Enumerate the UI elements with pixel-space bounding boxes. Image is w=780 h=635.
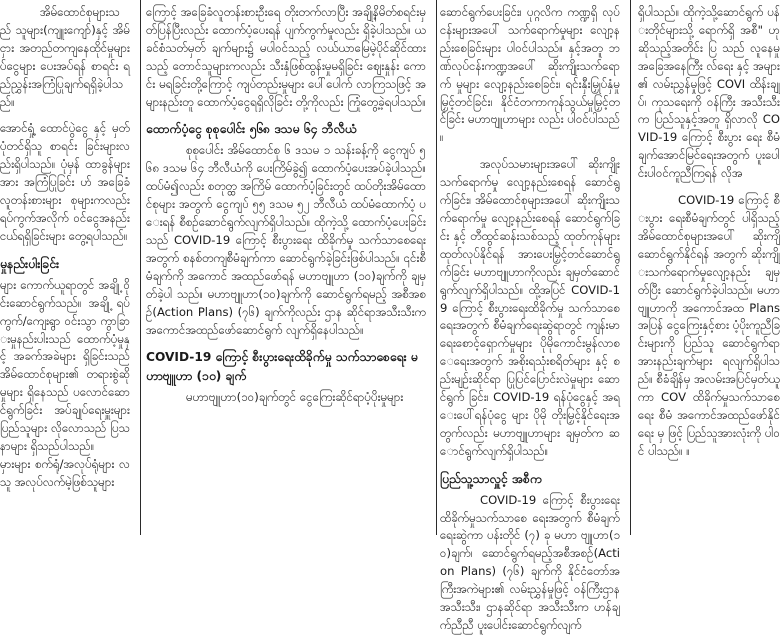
paragraph: COVID-19 ကြောင့် စီးပွား ရေးစီမံချက်တွင် ပါရှိသည့် အိမ်ထောင်စုများအပေါ် ဆိုးကျိ ဆောင်ရွက်နိုင်ရန် အတွက် ဆိုးကျိုးသက်ရောက်မှုလျော့နည်း ချမှတ်ပြီး ဆောင်ရွက်ခဲ့ပါသည်။ မဟာဗျူဟာကို အကောင်အထ Plans အပြန် ငွေကြေးနှင့်စား ပံ့ပိုးကူညီခြင်းများကို ပြည်သူ ဆောင်ရွက်ရာ အားနည်းချက်များ ရလျက်ရှိပါသည်။ စီခံချိန်မှ အလမ်းအပြင်မှတ်ယူကာ COV ထိခိုက်မှုသက်သာစေရေး စီမံ အကောင်အထည်ဖော်နိုင်ရေး မှ ဖြင့် ပြည်သူအားလုံးကို ပါဝင် ပါသည်။ ။ (638, 193, 780, 458)
column-rule (436, 0, 437, 535)
paragraph: မှားများ စက်ရုံ/အလုပ်ရုံများ လသူ အလုပ်လက်မဲ့ဖြစ်သူများ (0, 456, 130, 489)
section-heading: ထောက်ပံ့ငွေ စုစုပေါင်း ၅၆၈ ဒသမ ၆၄ ဘီလီယံ (146, 122, 357, 137)
paragraph: COVID-19 ကြောင့် စီးပွားရေးထိခိုက်မှုသက်သာစေ ရေးအတွက် စီမံချက်ရေးဆွဲကာ ပန်းတိုင် (၇) ခု မဟာ ဗျူဟာ(၁၀)ချက်၊ ဆောင်ရွက်ရမည့်အစီအစဉ်(Action Plans) (၇၆) ချက်ကို နိုင်ငံတော်အကြီးအကဲများ၏ လမ်းညွှန်မှုဖြင့် ဝန်ကြီးဌာနအသီးသီး၊ ဌာနဆိုင်ရာ အသီးသီးက ဟန်ချက်ညီညီ ပူးပေါင်းဆောင်ရွက်လျက် (440, 492, 620, 632)
paragraph: မဟာဗျူဟာ(၁၀)ချက်တွင် ငွေကြေးဆိုင်ရာပံ့ပိုးမှုများ (186, 390, 404, 405)
article-column-2 (146, 0, 432, 535)
paragraph: စုစုပေါင်း အိမ်ထောင်စု ၆ ဒသမ ၁ သန်းခန့်ကို ငွေကျပ် ၅၆၈ ဒသမ ၆၄ ဘီလီယံကို ပေးကြိမ်ခွဲ၍ ထောက်ပံ့ပေးအပ်ခဲ့ပါသည်။ ထပ်မံ၍လည်း စတုတ္ထ အကြိမ် ထောက်ပံ့ခြင်းတွင် ထပ်တိုးအိမ်ထောင်စုများ အတွက် ငွေကျပ် ၅၅ ဒသမ ၅၂ ဘီလီယံ ထပ်မံထောက်ပံ့ ပေးရန် စီစဉ်ဆောင်ရွက်လျက်ရှိပါသည်။ ထိုကဲ့သို့ ထောက်ပံ့ပေးခြင်းသည် COVID-19 ကြောင့် စီးပွားရေး ထိခိုက်မှု သက်သာစေရေးအတွက် စနစ်တကျစီမံချက်ကာ ဆောင်ရွက်ခဲ့ခြင်းဖြစ်ပါသည်။ ၎င်းစီမံချက်ကို အကောင် အထည်ဖော်ရန် မဟာဗျူဟာ (၁၀)ချက်ကို ချမှတ်ခဲ့ပါ သည်။ မဟာဗျူဟာ(၁၀)ချက်ကို ဆောင်ရွက်ရမည့် အစီအစဉ်(Action Plans) (၇၆) ချက်ကိုလည်း ဌာန ဆိုင်ရာအသီးသီးက အကောင်အထည်ဖော်ဆောင်ရွက် လျက်ရှိနေပါသည်။ (146, 143, 426, 337)
section-heading: မှုနည်းပါးခြင်း (0, 256, 60, 271)
article-column-3 (440, 0, 624, 632)
column-rule (140, 0, 141, 535)
article-column-4 (638, 0, 780, 535)
paragraph: အလုပ်သမားများအပေါ် ဆိုးကျိုးသက်ရောက်မှု လျော့နည်းစေရန် ဆောင်ရွက်ခြင်း၊ အိမ်ထောင်စုများအပေါ် ဆိုးကျိုးသက်ရောက်မှု လျော့နည်းစေရန် ဆောင်ရွက်ခြင်း နှင့် တီထွင်ဆန်းသစ်သည့် ထုတ်ကုန်များ ထုတ်လုပ်နိုင်ရန် အားပေးမြှင့်တင်ဆောင်ရွက်ခြင်း မဟာဗျူဟာကိုလည်း ချမှတ်ဆောင်ရွက်လျက်ရှိပါသည်။ ထို့အပြင် COVID-19 ကြောင့် စီးပွားရေးထိခိုက်မှု သက်သာစေရေးအတွက် စီမံချက်ရေးဆွဲရာတွင် ကျန်းမာရေးစောင့်ရှောက်မှုများ ပိုမိုကောင်းမွန်လာစေရေးအတွက် အစိုးရသုံးစရိတ်များ နှင့် စည်းမျဉ်းဆိုင်ရာ ပြုပြင်ပြောင်းလဲမှုများ ဆောင်ရွက် ခြင်း၊ COVID-19 ရန်ပုံငွေနှင့် အရေးပေါ်ရန်ပုံငွေ များ ပိုမို တိုးမြှင့်နိုင်ရေးအတွက်လည်း မဟာဗျူဟာများ ချမှတ်က ဆောင်ရွက်လျက်ရှိပါသည်။ (440, 157, 620, 458)
article-column-1 (0, 0, 132, 535)
paragraph: အောင်ရှုံ့ ထောင်ပွဲငွေ နှင့် မှတ်ပုံတင်ရှိသူ စာရင်း ခြင်းများလည်းရှိပါသည်။ ပုံမှန် ထာခွန်များအား အကြံပြုခြင်း ဟ် အခြေခံလူတန်းစားများ စုများကလည်း ရပ်ကွက်အလိုက် ဝင်ငွေအနည်းငယ်ရရှိခြင်းများ တွေ့ရပါသည်။ (0, 121, 130, 243)
paragraph: များ ကောက်ယူရာတွင် အချို့ ဝိုင်းဆောင်ရွက်သည်။ အချို့ ရပ်ကွက်/ကျေးရွာ ဝင်းသွာ ကွာခြားမှုနည်းပါးသည် ထောက်ပံ့မှုနှင့် အခက်အခဲများ ရှိခြင်းသည် အိမ်ထောင်စုများ၏ တရားစွဲဆိုမှုများ ရှိနေသည် ပလောင်ဆောင်ရွက်ခြင်း အပ်ချုပ်ရေးမှူးများ ပြည်သူများ လိုလောသည် ပြသနာများ ရှိသည်ပါသည်။ (0, 277, 130, 453)
paragraph: ဆောင်ရွက်ပေးခြင်း၊ ပုဂ္ဂလိက ကဏ္ဍရှိ လုပ်ငန်းများအပေါ် သက်ရောက်မှုများ လျော့နည်းစေခြင်းများ ပါဝင်ပါသည်။ နှင့်အတူ ဘဏ်လုပ်ငန်းကဏ္ဍအပေါ် ဆိုးကျိုးသက်ရောက် မှုများ လျော့နည်းစေခြင်း၊ ရင်းနှီးမြှုပ်နှံမှု မြှင့်တင်ခြင်း၊ နိုင်ငံတကာကုန်သွယ်မှုမြှင့်တင်ခြင်း မဟာဗျူဟာများ လည်း ပါဝင်ပါသည်။ (440, 5, 620, 145)
column-rule (630, 0, 631, 535)
section-heading: ပြည်သူ့သာလှူင့် အစီက (440, 471, 542, 486)
paragraph: ကြောင့် အခြေခံလူတန်းစားဦးရေ တိုးတက်လာပြီး အချို့နိမိတ်စရင်းမှတ်ပြန်ပြီးလည်း ထောက်ပံ့ပေးရန် ပျက်ကွက်မှုလည်း ရှိခဲ့ပါသည်။ ယခင်စံသတ်မှတ် ချက်များ၌ မပါဝင်သည့် လယ်ယာမြေမဲ့ပိုင်ဆိုင်ထားသည့် တောင်သူများကလည်း သီးနှံဖြစ်ထွန်းမှုမရှိခြင်း ဈေးနှုန်း ကောင်း မရခြင်းတို့ကြောင့် ကျပ်တည်းမှုများ ပေါ်ပေါက် လာကြသဖြင့် အများနည်းတူ ထောက်ပံ့ငွေရရှိလိုခြင်း တို့ကိုလည်း ကြုံတွေ့ခဲ့ရပါသည်။ (146, 5, 426, 109)
paragraph: ရှိပါသည်။ ထိုကဲ့သို့ဆောင်ရွက် ပန်းတိုင်များသို့ ရောက်ရှိ အစီ" ဟုဆိုသည့်အတိုင်း ပြ သည် လူနေမှုအခြေအနေကြီး လ်ရေး နှင့် အများ၏ လမ်းညွှန်မှုဖြင့် COVI ထိန်းချုပ်၊ ကုသရေးကို ဝန်ကြီး အသီးသီးက ပြည်သူနှင့်အတူ ရှိလာလို COVID-19 ကြောင့် စီးပွား ရေး စီမံချက်အောင်မြင်ရေးအတွက် ပူးပေါင်းပါဝင်ကူညီကြရန် လိုအ (638, 5, 780, 181)
paragraph: အိမ်ထောင်စုများသည် သူများ(ကျူးကျော်)နှင့် အိမ်ငှား အတည်တကျနေထိုင်မှုများ ပ်ငွေများ ပေးအပ်ရန် စာရင်း ရည်ညွှန်းအကြံပြုချက်ရရှိခဲ့ပါသည်။ (0, 5, 130, 109)
section-heading: COVID-19 ကြောင့် စီးပွားရေးထိခိုက်မှု သက်သာစေရေး မဟာဗျူဟာ (၁၀) ချက် (146, 350, 418, 384)
